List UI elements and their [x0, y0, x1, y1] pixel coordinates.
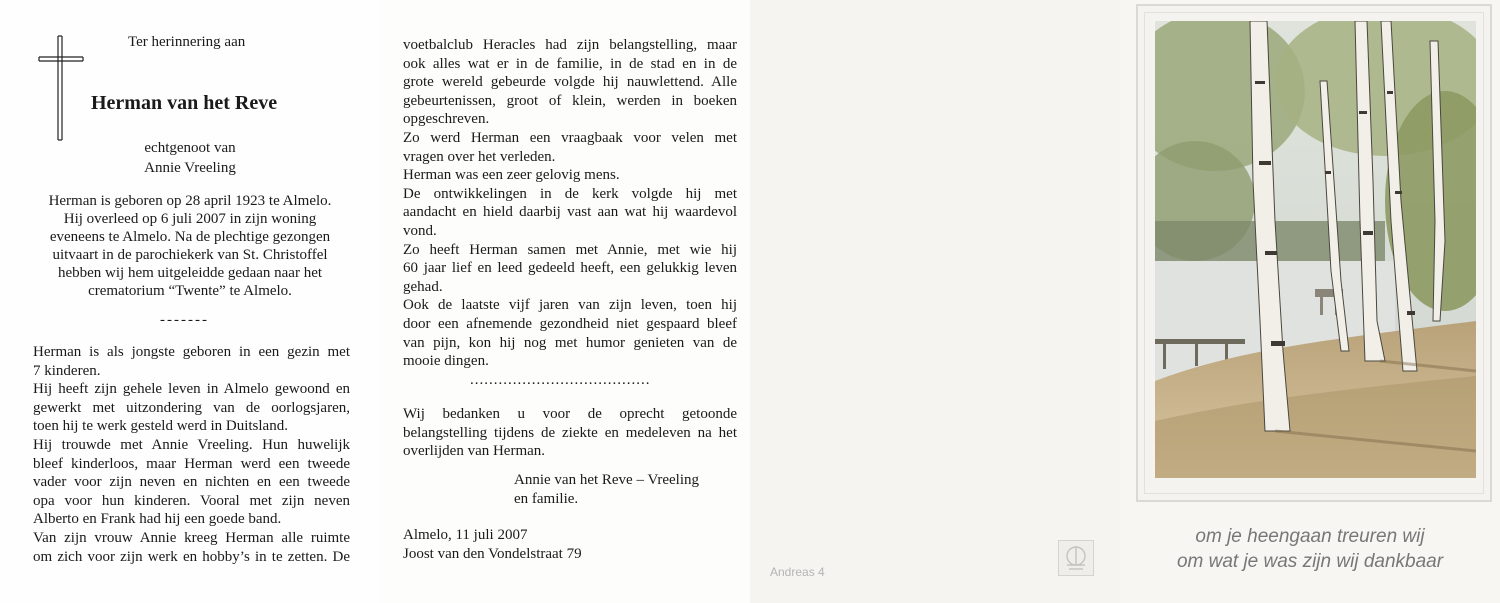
story-line: Zo werd Herman een vraagbaak voor velen met: [403, 129, 737, 146]
story-line: mooie dingen.: [403, 353, 489, 370]
card-panel-back: [750, 0, 1120, 603]
story-line: Herman is als jongste geboren in een gezin met: [33, 344, 350, 360]
story-line: De ontwikkelingen in de kerk volgde hij met: [403, 185, 737, 202]
card-code: Andreas 4: [770, 565, 825, 579]
verse-line: om je heengaan treuren wij: [1195, 526, 1425, 547]
bio-line: eveneens te Almelo. Na de plechtige gezongen: [49, 229, 331, 245]
story-line: vragen over het verleden.: [403, 148, 556, 165]
thanks-line: Wij bedanken u voor de oprecht getoonde: [403, 406, 737, 422]
story-line: toen hij te werk gesteld werd in Duitsland.: [33, 418, 288, 435]
address: Joost van den Vondelstraat 79: [403, 546, 582, 562]
story-line: gehad.: [403, 278, 443, 295]
verse-line: om wat je was zijn wij dankbaar: [1176, 551, 1444, 572]
story-line: vond.: [403, 222, 437, 239]
spouse-name: Annie Vreeling: [144, 160, 236, 176]
story-line: Hij trouwde met Annie Vreeling. Hun huwelijk: [33, 436, 350, 453]
bio-paragraph: [20, 192, 360, 300]
thanks-line: belangstelling tijdens de ziekte en medeleven na het: [403, 424, 737, 441]
bio-line: crematorium “Twente” te Almelo.: [88, 283, 292, 299]
church-logo-icon: [1058, 540, 1094, 576]
place-date: Almelo, 11 juli 2007: [403, 527, 528, 543]
story-line: ook alles wat er in de familie, in de stad en in de: [403, 55, 737, 72]
story-line: grote wereld gebeurde volgde hij nauwlettend. Alle: [403, 74, 737, 91]
birch-trees-lake-photo: [1155, 21, 1476, 478]
intro-text: Ter herinnering aan: [128, 34, 246, 50]
story-line: vader voor zijn neven en nichten en een tweede: [33, 474, 350, 491]
story-line: bleef kinderloos, maar Herman werd een tweede: [33, 455, 350, 472]
story-line: voetbalclub Heracles had zijn belangstelling, maar: [403, 37, 737, 53]
signature-line: en familie.: [514, 490, 579, 507]
story-line: Ook de laatste vijf jaren van zijn leven, toen hij: [403, 297, 737, 314]
spouse-label: echtgenoot van: [144, 140, 236, 156]
signature: [514, 471, 699, 508]
story-line: Alberto en Frank had hij een goede band.: [33, 511, 282, 528]
story-line: Herman was een zeer gelovig mens.: [403, 167, 620, 184]
story-line: gebeurtenissen, groot of klein, werden in boeken: [403, 92, 737, 109]
story-line: Hij heeft zijn gehele leven in Almelo gewoond en: [33, 381, 350, 398]
story-line: aandacht en hield daarbij vast aan wat hij waardevol: [403, 204, 737, 221]
deceased-name: Herman van het Reve: [91, 92, 278, 114]
separator-dashes: -------: [160, 312, 209, 328]
bio-line: uitvaart in de parochiekerk van St. Christoffel: [52, 247, 328, 263]
story-line: 60 jaar lief en leed gedeeld heeft, een gelukkig leven: [403, 260, 737, 277]
story-line: Zo heeft Herman samen met Annie, met wie hij: [403, 241, 737, 258]
story-line: gewerkt met uitzondering van de oorlogsjaren,: [33, 399, 350, 416]
story-paragraph-middle: [403, 36, 737, 371]
signature-line: Annie van het Reve – Vreeling: [514, 472, 700, 488]
story-line: 7 kinderen.: [33, 362, 101, 379]
story-line: opgeschreven.: [403, 111, 490, 128]
bio-line: Herman is geboren op 28 april 1923 te Almelo.: [48, 193, 332, 209]
story-line: door een afnemende gezondheid niet gespaard bleef: [403, 315, 737, 332]
story-paragraph-left: [33, 343, 350, 566]
story-line: Van zijn vrouw Annie kreeg Herman alle ruimte: [33, 529, 350, 546]
cross-icon: [38, 35, 84, 141]
thanks-line: overlijden van Herman.: [403, 443, 546, 460]
story-line: van pijn, kon hij nog met humor genieten van de: [403, 334, 737, 351]
story-line: om zich voor zijn werk en hobby’s in te zetten. De: [33, 548, 350, 565]
thanks-paragraph: [403, 405, 737, 461]
bio-line: hebben wij hem uitgeleidde gedaan naar het: [57, 265, 323, 281]
bio-line: Hij overleed op 6 juli 2007 in zijn woning: [63, 211, 317, 227]
separator-dots: ......................................: [470, 372, 651, 388]
story-line: opa voor hun kinderen. Vooral met zijn neven: [33, 492, 350, 509]
